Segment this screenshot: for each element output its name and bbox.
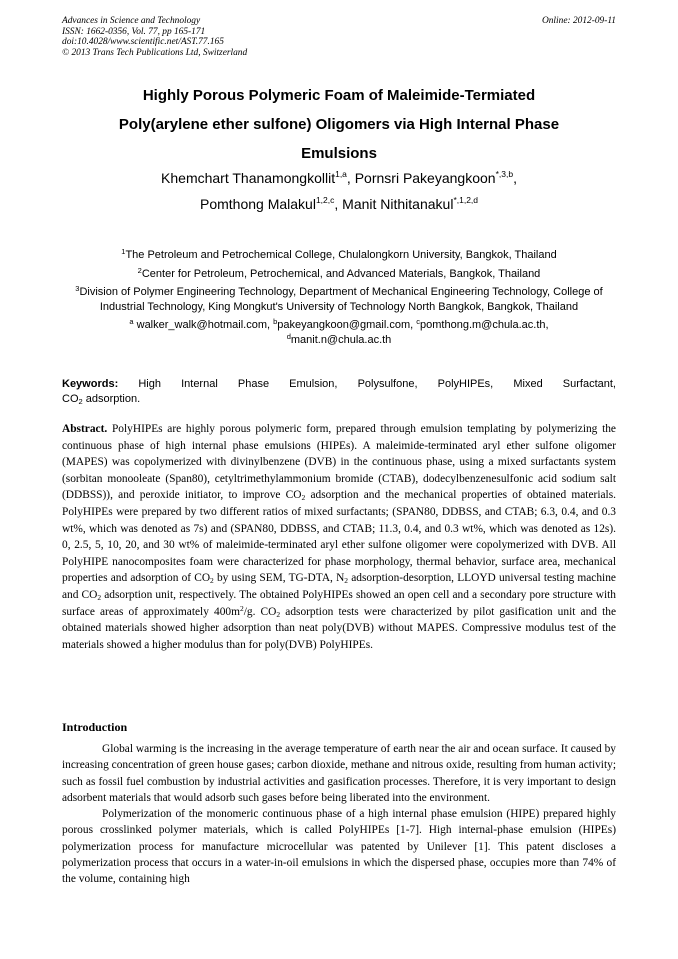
affiliation	[62, 248, 616, 263]
author-separator: ,	[346, 170, 355, 186]
title-line: Poly(arylene ether sulfone) Oligomers via High Internal Phase	[118, 116, 560, 133]
journal-issn: ISSN: 1662-0356, Vol. 77, pp 165-171	[62, 26, 206, 37]
journal-copyright: © 2013 Trans Tech Publications Ltd, Switzerland	[62, 47, 248, 58]
journal-doi: doi:10.4028/www.scientific.net/AST.77.165	[62, 37, 224, 48]
keywords-text: High Internal Phase Emulsion, Polysulfone, PolyHIPEs, Mixed Surfactant,	[138, 378, 616, 390]
abstract-label: Abstract.	[62, 423, 108, 435]
keywords-label: Keywords:	[62, 378, 119, 390]
email-list: $^a$ walker_walk@hotmail.com, $^b$pakeyangkoon@gmail.com, $^c$pomthong.m@chula.ac.th, $^d$manit.n@chula.ac.th	[129, 317, 549, 346]
affiliation-mark: 2	[137, 265, 142, 275]
author-separator: ,	[513, 170, 517, 186]
author-affiliation-mark: 1,2,c	[315, 195, 335, 205]
affiliation-text: Division of Polymer Engineering Technology, Department of Mechanical Engineering Technology, College of Industrial Technology, King Mongkut's University of Technology North Bangkok, Bangkok, Thailand	[79, 286, 603, 313]
email-link[interactable]: pakeyangkoon@gmail.com,	[277, 319, 417, 331]
email-link[interactable]: pomthong.m@chula.ac.th,	[420, 319, 549, 331]
author-name: Manit Nithitanakul	[342, 196, 454, 212]
paragraph: Global warming is the increasing in the average temperature of earth near the air and ocean surface. It caused by increasing concentration of green house gases; carbon dioxide, methane and nitrous oxide, resulting from human activity; such as fossil fuel combustion by industrial activities and gasification processes. Therefore, it is very important to design adsorbent materials that would adsorb such gases before being liberated into the environment.	[62, 743, 616, 804]
affiliation-list	[62, 248, 616, 351]
author-list	[62, 165, 616, 217]
title-line: Emulsions	[301, 145, 377, 162]
journal-name: Advances in Science and Technology	[62, 16, 201, 26]
section-heading: Introduction	[62, 720, 128, 734]
author-name: Pomthong Malakul	[199, 196, 316, 212]
paper-title	[62, 81, 616, 168]
affiliation	[62, 285, 616, 314]
keywords	[62, 377, 616, 407]
author-affiliation-mark: *,1,2,d	[453, 195, 479, 205]
author-affiliation-mark: *,3,b	[495, 169, 514, 179]
author-affiliation-mark: 1,a	[335, 169, 347, 179]
affiliation	[62, 267, 616, 282]
journal-info	[62, 16, 247, 58]
online-date: Online: 2012-09-11	[541, 16, 616, 26]
author-line	[62, 191, 616, 217]
author-name: Pornsri Pakeyangkoon	[354, 170, 496, 186]
introduction-body	[62, 741, 616, 888]
keywords-line: $CO_2$ adsorption.	[62, 393, 141, 406]
affiliation-text: Center for Petroleum, Petrochemical, and Advanced Materials, Bangkok, Thailand	[141, 267, 541, 280]
title-line: Highly Porous Polymeric Foam of Maleimide-Termiated	[142, 87, 536, 104]
abstract: Abstract. PolyHIPEs are highly porous polymeric form, prepared through emulsion templating by polymerizing the continuous phase of high internal phase emulsions (HIPEs). A maleimide-terminated aryl ether sulfone oligomer (MAPES) was copolymerized with divinylbenzene (DVB) in the continuous phase, using a mixed surfactants system (sorbitan monooleate (Span80), cetyltrimethylammonium bromide (CTAB), dodecylbenzenesulfonic acid sodium salt (DDBSS)), and peroxide initiator, to improve $CO_2$ adsorption and the mechanical properties of obtained materials. PolyHIPEs were prepared by two different ratios of mixed surfactants; (SPAN80, DDBSS, and CTAB; 6.3, 0.4, and 0.3 wt%, which was denoted as 7s) and (SPAN80, DDBSS, and CTAB; 11.3, 0.4, and 0.3 wt%, which was denoted as 12s). 0, 2.5, 5, 10, 20, and 30 wt% of maleimide-terminated aryl ether sulfone oligomer were copolymerized with DVB. All PolyHIPE nanocomposites foam were characterized for phase morphology, thermal behavior, surface area, mechanical properties and adsorption of $CO_2$ by using SEM, TG-DTA, $N_2$ adsorption-desorption, LLOYD universal testing machine and $CO_2$ adsorption unit, respectively. The obtained PolyHIPEs showed an open cell and a secondary pore structure with surface areas of approximately $400m^2/g$. $CO_2$ adsorption tests were characterized by pilot gasification unit and the obtained materials showed higher adsorption than neat poly(DVB) without MAPES. Compressive modulus test of the materials showed a higher modulus than for poly(DVB) PolyHIPEs.	[62, 423, 616, 651]
author-separator: ,	[334, 196, 343, 212]
author-line	[62, 165, 616, 191]
email-link[interactable]: walker_walk@hotmail.com,	[136, 319, 274, 331]
keywords-line	[62, 377, 616, 392]
author-name: Khemchart Thanamongkollit	[161, 170, 336, 186]
affiliation-text: The Petroleum and Petrochemical College, Chulalongkorn University, Bangkok, Thailand	[125, 249, 557, 261]
affiliation-mark: 3	[75, 284, 80, 293]
paragraph: Polymerization of the monomeric continuous phase of a high internal phase emulsion (HIPE) prepared highly porous crosslinked polymer materials, which is called PolyHIPEs [1-7]. High internal-phase emulsion (HIPEs) polymerization process for manufacture microcellular was patented by Unilever [1]. This patent discloses a polymerization process that occurs in a water-in-oil emulsions in which the dispersed phase, occupies more than 74% of the volume, containing high	[62, 808, 616, 886]
email-link[interactable]: manit.n@chula.ac.th	[290, 333, 392, 346]
affiliation-mark: 1	[121, 247, 126, 256]
